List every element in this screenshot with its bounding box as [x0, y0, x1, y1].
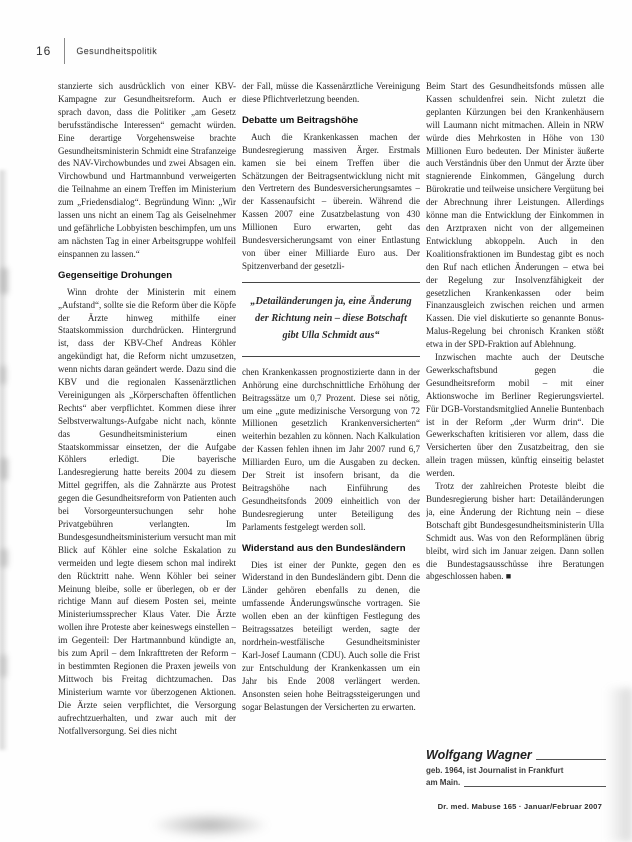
scan-smudge [0, 549, 8, 567]
author-name-rule [536, 759, 606, 760]
author-name: Wolfgang Wagner [426, 748, 532, 762]
author-bio-rule [464, 786, 606, 787]
page-header [36, 38, 157, 64]
subheading-debatte-um-beitragshoehe: Debatte um Beitragshöhe [242, 114, 359, 126]
article-column-1 [58, 80, 236, 815]
body-paragraph: Winn drohte der Ministerin mit einem „Aufstand“, sollte sie die Reform über die Köpfe der Ärzte hinweg mithilfe einer Staatskommission durchdrücken. Hintergrund ist, dass der KBV-Chef Andreas Köhler angekündigt hat, die Reform nicht umzusetzen, wenn nichts daran geändert werde. Dazu sind die KBV und die regionalen Kassenärztlichen Vereinigungen als „Körperschaften öffentlichen Rechts“ aber verpflichtet. Kommen diese ihrer Selbstverwaltungs-Aufgabe nicht nach, könnte das Gesundheitsministerium einen Staatskommissar einsetzen, der die Aufgabe Köhlers erledigt. Die bayerische Landesregierung hatte bereits 2004 zu diesem Mittel gegriffen, als die Zahnärzte aus Protest gegen die Gesundheitsreform von Patienten auch bei Vorsorgeuntersuchungen sehr hohe Privatgebühren verlangten. Im Bundesgesundheitsministerium versucht man mit Blick auf Köhler eine solche Eskalation zu vermeiden und legte diesem schon mal indirekt den Rücktritt nahe. Wenn Köhler bei seiner Meinung bleibe, solle er überlegen, ob er der richtige Mann auf diesem Posten sei, meinte Ministeriumssprecher Klaus Vater. Die Ärzte wollen ihre Proteste aber keineswegs einstellen – im Gegenteil: Der Hartmannbund kündigte an, bis zum April – dem Inkrafttreten der Reform – in bestimmten Regionen die Praxen jeweils von Mittwoch bis Freitag dichtzumachen. Das Ministerium warnte vor überzogenen Aktionen. Die Ärzte seien verpflichtet, die Versorgung aufrechtzuerhalten, und zwar auch mit der Notfallversorgung. Sei dies nicht [58, 286, 236, 736]
author-bio-line1: geb. 1964, ist Journalist in Frankfurt [426, 766, 564, 775]
scan-shadow [606, 688, 632, 842]
journal-footer: Dr. med. Mabuse 165 · Januar/Februar 2007 [437, 802, 602, 811]
body-paragraph: Dies ist einer der Punkte, gegen den es Widerstand in den Bundesländern gibt. Denn die Länder gehören ebenfalls zu denen, die umfassende Änderungswünsche vortragen. Sie wollen eben an der künftigen Festlegung des Beitragssatzes beteiligt werden, sagte der nordrhein-westfälische Gesundheitsminister Karl-Josef Laumann (CDU). Auch solle die Frist zur Entschuldung der Krankenkassen um ein Jahr bis Ende 2008 verlängert werden. Ansonsten seien hohe Beitragssteigerungen und sogar Belastungen der Versicherten zu erwarten. [242, 559, 420, 712]
scan-blotch [150, 812, 270, 838]
scan-edge-artifact [0, 170, 8, 750]
author-bio-line2: am Main. [426, 777, 461, 787]
author-block [426, 748, 606, 788]
page-number: 16 [36, 44, 52, 58]
scan-smudge [0, 366, 6, 384]
article-column-3 [426, 80, 604, 815]
body-paragraph: der Fall, müsse die Kassenärztliche Vereinigung diese Pflichtverletzung beenden. [242, 81, 420, 104]
body-paragraph: stanzierte sich ausdrücklich von einer KBV-Kampagne zur Gesundheitsreform. Auch er sprach davon, dass die Politiker „am Gesetz berufsständische Interessen“ gemacht würden. Eine derartige Vorgehensweise brachte Gesundheitsministerin Schmidt eine Strafanzeige des NAV-Virchowbundes und zwei Absagen ein. Virchowbund und Hartmannbund verweigerten die Teilnahme an einem Treffen im Ministerium zum „Friedensdialog“. Begründung Winn: „Wir lassen uns nicht an einem Tag als Geiselnehmer und gefährliche Lobbyisten beschimpfen, um uns am nächsten Tag in einer Arbeitsgruppe wohlfeil einspannen zu lassen.“ [58, 81, 236, 259]
body-paragraph: Beim Start des Gesundheitsfonds müssen alle Kassen schuldenfrei sein. Nicht zuletzt die geplanten Kürzungen bei den Krankenhäusern will Laumann nicht mitmachen. Allein in NRW würde dies Mehrkosten in Höhe von 130 Millionen Euro bedeuten. Der Minister äußerte auch Verständnis über den Unmut der Ärzte über stagnierende Einkommen, Gängelung durch Bürokratie und teilweise unsichere Vergütung bei der Abrechnung ihrer Leistungen. Allerdings könne man die Entwicklung der Einkommen in den Arztpraxen nicht von der allgemeinen Entwicklung abkoppeln. Auch in den Koalitionsfraktionen im Bundestag gibt es noch den Ruf nach etlichen Änderungen – etwa bei der Regelung zur Insolvenzfähigkeit der gesetzlichen Krankenkassen oder beim Finanzausgleich zwischen reichen und armen Kassen. Die viel diskutierte so genannte Bonus-Malus-Regelung bei chronisch Kranken stößt etwa in der SPD-Fraktion auf Ablehnung. [426, 81, 604, 350]
scan-smudge [0, 458, 8, 480]
pull-quote: „Detailänderungen ja, eine Änderung der Richtung nein – diese Botschaft gibt Ulla Schmidt aus“ [242, 282, 420, 357]
body-paragraph: chen Krankenkassen prognostizierte dann in der Anhörung eine durchschnittliche Erhöhung der Beitragssätze um 0,7 Prozent. Diese sei nötig, um eine „gute medizinische Versorgung von 72 Millionen gesetzlich Krankenversicherten“ weiterhin bezahlen zu können. Nach Kalkulation der Kassen fehlen ihnen im Jahr 2007 rund 6,7 Milliarden Euro, um die Ausgaben zu decken. Der Streit ist insofern brisant, da die Beitragshöhe nach Einführung des Gesundheitsfonds 2009 einheitlich von der Bundesregierung unter Beteiligung des Parlaments festgelegt werden soll. [242, 366, 420, 532]
body-paragraph-final: Trotz der zahlreichen Proteste bleibt die Bundesregierung bisher hart: Detailänderungen ja, eine Änderung der Richtung nein – diese Botschaft gibt Bundesgesundheitsministerin Ulla Schmidt aus. Was von den Reformplänen übrig bleibt, wird sich im Januar zeigen. Dann sollen die Bundestagsausschüsse ihre Beratungen abgeschlossen haben. ■ [426, 481, 604, 582]
section-title: Gesundheitspolitik [76, 46, 158, 56]
scan-smudge [0, 268, 8, 294]
body-paragraph: Inzwischen machte auch der Deutsche Gewerkschaftsbund gegen die Gesundheitsreform mobil – mit einer Aktionswoche im Berliner Regierungsviertel. Für DGB-Vorstandsmitglied Annelie Buntenbach ist in der Reform „der Wurm drin“. Die Gewerkschaften kritisieren vor allem, dass die Versicherten über den Zusatzbeitrag, den sie allein tragen müssen, künftig einseitig belastet werden. [426, 352, 604, 479]
header-divider [64, 38, 65, 64]
subheading-gegenseitige-drohungen: Gegenseitige Drohungen [58, 269, 173, 281]
article-column-2 [242, 80, 420, 815]
body-paragraph: Auch die Krankenkassen machen der Bundesregierung massiven Ärger. Erstmals kamen sie bei einem Treffen über die Schätzungen der Beitragsentwicklung nicht mit den Vertretern des Bundesversicherungsamtes – der Kassenaufsicht – überein. Während die Kassen 2007 eine Zusatzbelastung von 430 Millionen Euro erwarten, geht das Bundesversicherungsamt von einer Entlastung von über einer Milliarde Euro aus. Der Spitzenverband der gesetzli- [242, 131, 420, 271]
scan-smudge [0, 655, 7, 677]
subheading-widerstand-bundeslaender: Widerstand aus den Bundesländern [242, 542, 406, 554]
